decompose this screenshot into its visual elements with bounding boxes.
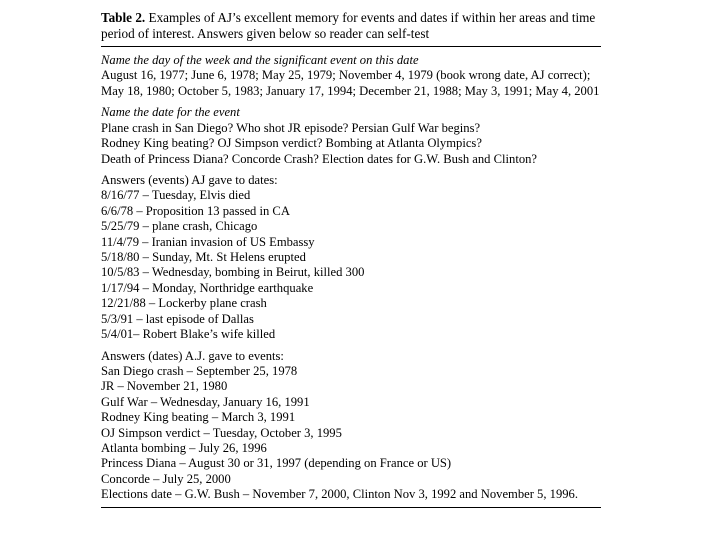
table-caption-text: Examples of AJ’s excellent memory for events and dates if within her areas and time period of interest. Answers given below so reader can self-test <box>101 10 596 41</box>
bottom-rule <box>101 507 601 508</box>
answer-item: OJ Simpson verdict – Tuesday, October 3, 1995 <box>101 425 342 440</box>
answer-item: Concorde – July 25, 2000 <box>101 471 231 486</box>
section-answers-dates <box>101 349 601 503</box>
answer-item: 5/4/01– Robert Blake’s wife killed <box>101 327 276 342</box>
table-label: Table 2. <box>101 10 146 25</box>
answer-item: 8/16/77 – Tuesday, Elvis died <box>101 188 251 203</box>
event-question-line: Plane crash in San Diego? Who shot JR episode? Persian Gulf War begins? <box>101 120 481 135</box>
answer-item: 5/18/80 – Sunday, Mt. St Helens erupted <box>101 250 306 265</box>
answer-item: Rodney King beating – March 3, 1991 <box>101 410 296 425</box>
event-question-line: Death of Princess Diana? Concorde Crash? Election dates for G.W. Bush and Clinton? <box>101 151 538 166</box>
section-answers-events <box>101 173 601 342</box>
answer-item: 6/6/78 – Proposition 13 passed in CA <box>101 203 290 218</box>
event-question-line: Rodney King beating? OJ Simpson verdict? Bombing at Atlanta Olympics? <box>101 136 482 151</box>
answer-item: Atlanta bombing – July 26, 1996 <box>101 440 267 455</box>
section-heading-date: Name the date for the event <box>101 105 240 120</box>
top-rule <box>101 46 601 47</box>
answers-dates-heading: Answers (dates) A.J. gave to events: <box>101 348 284 363</box>
section-day-of-week <box>101 53 601 99</box>
answer-item: 5/25/79 – plane crash, Chicago <box>101 219 258 234</box>
section-date-for-event <box>101 105 601 167</box>
answers-events-heading: Answers (events) AJ gave to dates: <box>101 173 278 188</box>
answer-item: 11/4/79 – Iranian invasion of US Embassy <box>101 234 315 249</box>
dates-list: August 16, 1977; June 6, 1978; May 25, 1979; November 4, 1979 (book wrong date, AJ correct); May 18, 1980; October 5, 1983; January 17, 1994; December 21, 1988; May 3, 1991; May 4, 2001 <box>101 68 600 98</box>
answer-item: 10/5/83 – Wednesday, bombing in Beirut, killed 300 <box>101 265 365 280</box>
answer-item: 5/3/91 – last episode of Dallas <box>101 311 254 326</box>
answer-item: 1/17/94 – Monday, Northridge earthquake <box>101 280 314 295</box>
answer-item: Princess Diana – August 30 or 31, 1997 (depending on France or US) <box>101 456 452 471</box>
section-heading-day: Name the day of the week and the significant event on this date <box>101 53 419 67</box>
answer-item: JR – November 21, 1980 <box>101 379 228 394</box>
answer-item: 12/21/88 – Lockerby plane crash <box>101 296 267 311</box>
table-2 <box>101 10 601 508</box>
answer-item: San Diego crash – September 25, 1978 <box>101 363 298 378</box>
answer-item: Elections date – G.W. Bush – November 7, 2000, Clinton Nov 3, 1992 and November 5, 1996. <box>101 487 578 502</box>
table-caption <box>101 10 601 41</box>
answer-item: Gulf War – Wednesday, January 16, 1991 <box>101 394 310 409</box>
